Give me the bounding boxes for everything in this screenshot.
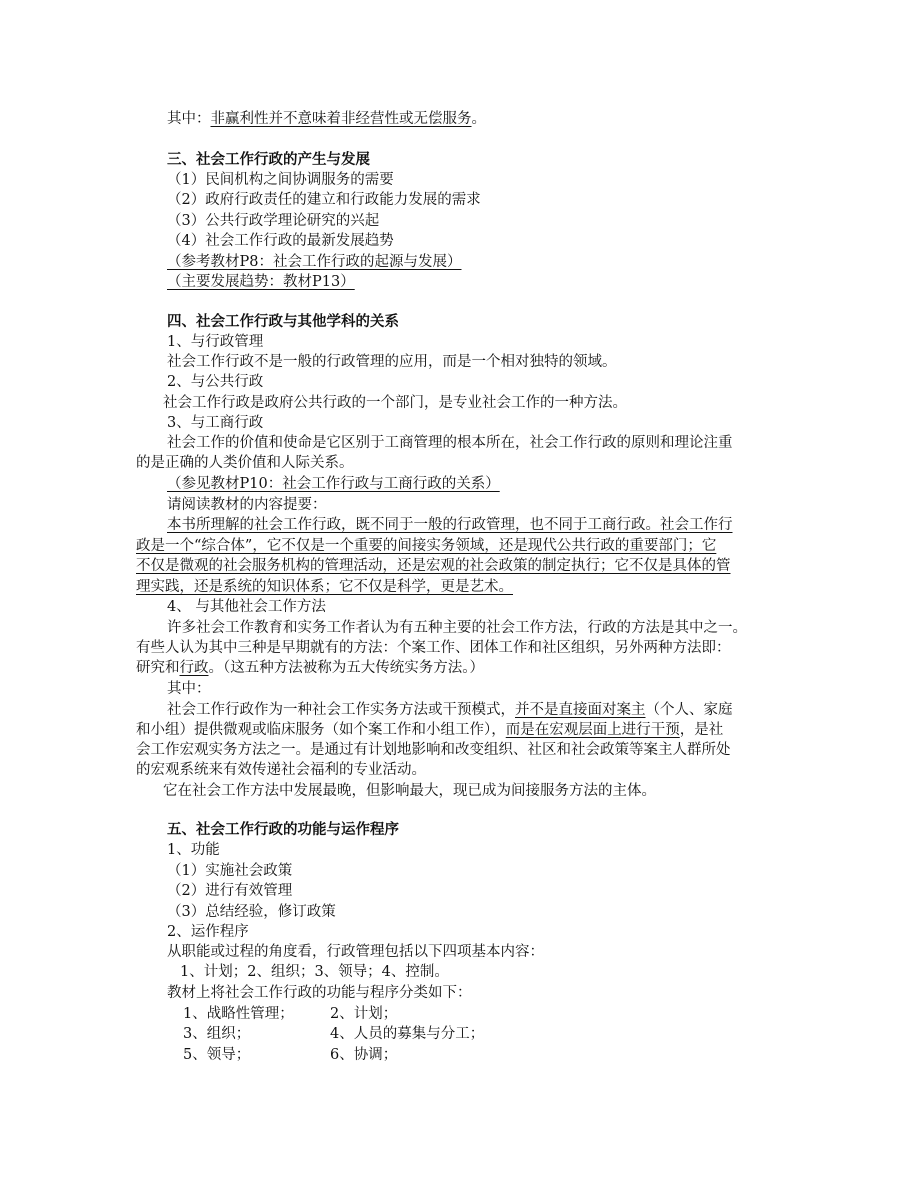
- paragraph-line: 有些人认为其中三种是早期就有的方法：个案工作、团体工作和社区组织，另外两种方法即：: [136, 640, 731, 656]
- list-item: （1）实施社会政策: [167, 863, 293, 879]
- subheading: 3、与工商行政: [167, 415, 264, 431]
- paragraph-line: 它在社会工作方法中发展最晚，但影响最大，现已成为间接服务方法的主体。: [163, 783, 656, 799]
- table-cell: 1、战略性管理；: [183, 1006, 294, 1022]
- subheading: 1、功能: [167, 842, 220, 858]
- table-cell: 6、协调；: [330, 1047, 398, 1063]
- section-heading-5: 五、社会工作行政的功能与运作程序: [167, 821, 399, 838]
- paragraph-line: 社会工作行政不是一般的行政管理的应用，而是一个相对独特的领域。: [167, 354, 617, 370]
- paragraph-line: 从职能或过程的角度看，行政管理包括以下四项基本内容：: [167, 944, 544, 960]
- summary-line: 不仅是微观的社会服务机构的管理活动，还是宏观的社会政策的制定执行；它不仅是具体的管: [136, 558, 731, 574]
- textbook-reference: （参考教材P8：社会工作行政的起源与发展）: [167, 254, 462, 270]
- paragraph-line: 许多社会工作教育和实务工作者认为有五种主要的社会工作方法，行政的方法是其中之一。: [167, 620, 747, 636]
- paragraph-line: 的宏观系统来有效传递社会福利的专业活动。: [136, 762, 426, 778]
- list-item: （2）进行有效管理: [167, 883, 293, 899]
- table-cell: 4、人员的募集与分工；: [330, 1026, 485, 1042]
- paragraph-line: 的是正确的人类价值和人际关系。: [136, 455, 354, 471]
- paragraph-line: 1、计划；2、组织；3、领导；4、控制。: [180, 964, 449, 980]
- paragraph-line: 研究和行政。（这五种方法被称为五大传统实务方法。）: [136, 660, 484, 676]
- table-cell: 3、组织；: [183, 1026, 251, 1042]
- section-heading-4: 四、社会工作行政与其他学科的关系: [167, 313, 399, 330]
- paragraph-line: 教材上将社会工作行政的功能与程序分类如下：: [167, 985, 472, 1001]
- list-item: （1）民间机构之间协调服务的需要: [167, 172, 394, 188]
- subheading: 2、运作程序: [167, 924, 249, 940]
- paragraph-line: 社会工作的价值和使命是它区别于工商管理的根本所在，社会工作行政的原则和理论注重: [167, 435, 733, 451]
- summary-line: 本书所理解的社会工作行政，既不同于一般的行政管理，也不同于工商行政。社会工作行: [167, 517, 733, 533]
- paragraph-line: 会工作宏观实务方法之一。是通过有计划地影响和改变组织、社区和社会政策等案主人群所处: [136, 742, 731, 758]
- section-heading-3: 三、社会工作行政的产生与发展: [167, 151, 370, 168]
- textbook-reference: （主要发展趋势：教材P13）: [167, 274, 355, 290]
- table-cell: 5、领导；: [183, 1047, 251, 1063]
- summary-line: 政是一个“综合体”，它不仅是一个重要的间接实务领域，还是现代公共行政的重要部门；它: [136, 538, 717, 554]
- paragraph-line: 和小组）提供微观或临床服务（如个案工作和小组工作），而是在宏观层面上进行干预，是社: [136, 722, 724, 738]
- list-item: （4）社会工作行政的最新发展趋势: [167, 233, 394, 249]
- paragraph-line: 社会工作行政是政府公共行政的一个部门，是专业社会工作的一种方法。: [163, 395, 627, 411]
- table-cell: 2、计划；: [330, 1006, 398, 1022]
- list-item: （3）公共行政学理论研究的兴起: [167, 213, 380, 229]
- list-item: （2）政府行政责任的建立和行政能力发展的需求: [167, 192, 481, 208]
- paragraph-line: 其中：: [167, 681, 211, 697]
- textbook-reference: （参见教材P10：社会工作行政与工商行政的关系）: [167, 476, 500, 492]
- paragraph-line: 请阅读教材的内容提要：: [167, 497, 327, 513]
- summary-line: 理实践，还是系统的知识体系；它不仅是科学，更是艺术。: [136, 579, 513, 595]
- line-other-note: 其中：非赢利性并不意味着非经营性或无偿服务。: [167, 111, 486, 127]
- list-item: （3）总结经验，修订政策: [167, 904, 336, 920]
- subheading: 4、 与其他社会工作方法: [167, 599, 326, 615]
- subheading: 2、与公共行政: [167, 374, 264, 390]
- subheading: 1、与行政管理: [167, 334, 264, 350]
- paragraph-line: 社会工作行政作为一种社会工作实务方法或干预模式，并不是直接面对案主（个人、家庭: [167, 702, 733, 718]
